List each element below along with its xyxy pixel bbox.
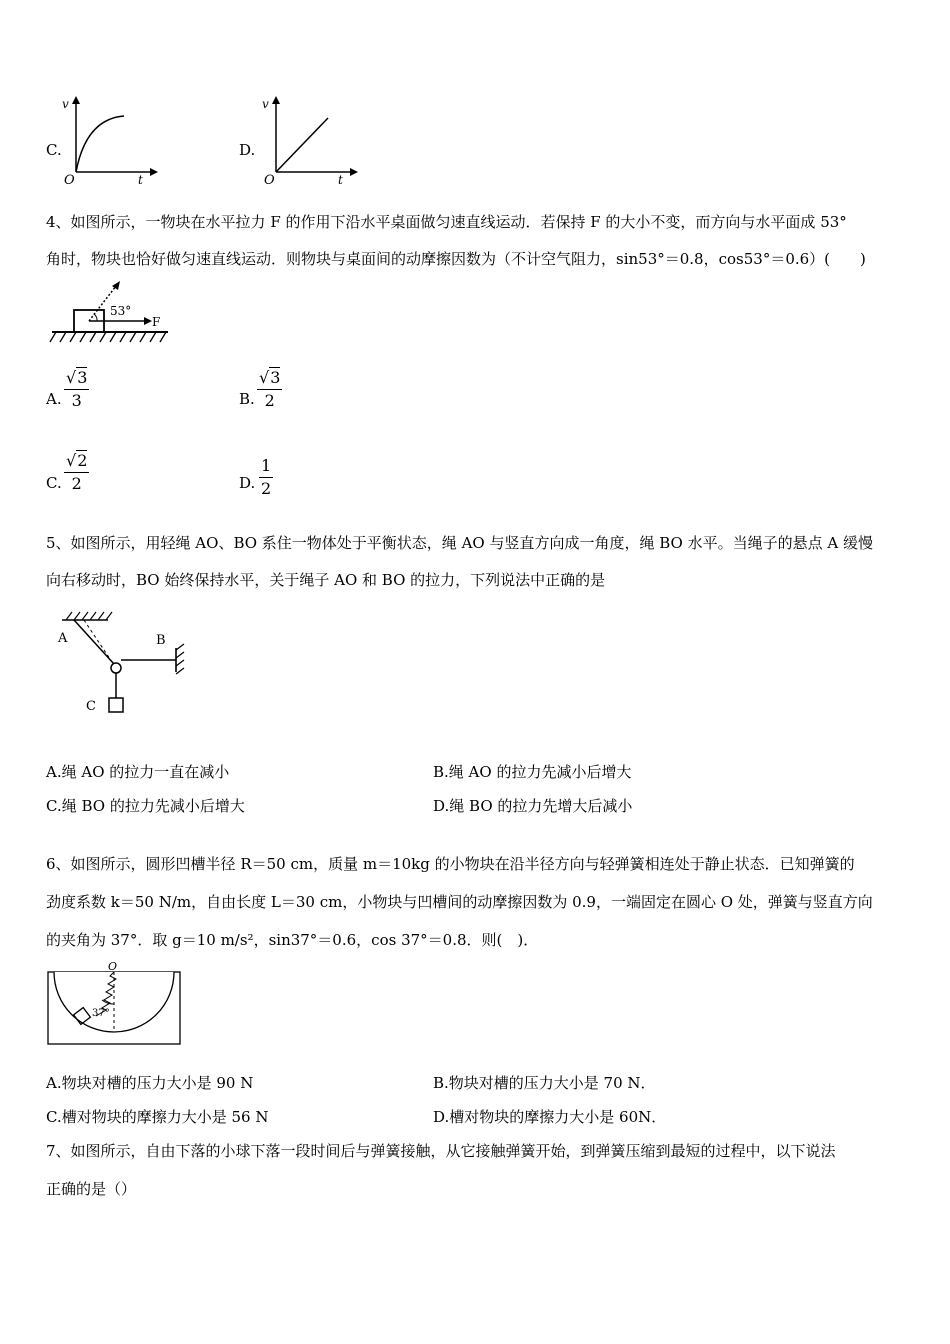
q6-text-line1: 6、如图所示，圆形凹槽半径 R＝50 cm，质量 m＝10kg 的小物块在沿半径方向与轻弹簧相连处于静止状态．已知弹簧的: [46, 855, 855, 873]
q6-option-a: A.物块对槽的压力大小是 90 N: [46, 1074, 254, 1092]
q5-fig-c: C: [86, 699, 96, 714]
q6-fig-o: O: [108, 960, 118, 973]
q5-option-c: C.绳 BO 的拉力先减小后增大: [46, 797, 245, 815]
q6-fig-angle: 37°: [92, 1008, 110, 1019]
q4-option-c-label: C.: [46, 474, 62, 492]
q3-graph-c: [58, 94, 158, 186]
q3-d-axis-v: v: [262, 97, 269, 111]
q4-b-num: 3: [270, 368, 281, 387]
q7-text-line2: 正确的是（）: [46, 1180, 137, 1198]
q3-graph-d: [258, 94, 358, 186]
q5-figure: [52, 608, 192, 720]
q6-text-line2: 劲度系数 k＝50 N/m，自由长度 L＝30 cm，小物块与凹槽间的动摩擦因数为 0.9，一端固定在圆心 O 处，弹簧与竖直方向: [46, 893, 873, 911]
q4-option-d-label: D.: [239, 474, 256, 492]
q5-text-line2: 向右移动时，BO 始终保持水平，关于绳子 AO 和 BO 的拉力，下列说法中正确的是: [46, 571, 606, 589]
q6-option-c: C.槽对物块的摩擦力大小是 56 N: [46, 1108, 269, 1126]
q3-c-origin: O: [64, 173, 75, 186]
q4-a-den: 3: [71, 391, 82, 410]
q4-d-den: 2: [261, 479, 272, 498]
q5-rope-ao: [74, 620, 114, 664]
q4-option-c-fraction: $\frac{√2}{2}$: [66, 451, 88, 493]
q6-option-b: B.物块对槽的压力大小是 70 N．: [433, 1074, 656, 1092]
q3-line-d: [276, 118, 328, 172]
q4-option-a-fraction: $\frac{√3}{3}$: [66, 368, 88, 410]
q3-d-origin: O: [264, 173, 275, 186]
q5-option-a: A.绳 AO 的拉力一直在减小: [46, 763, 230, 781]
q4-fig-force: F: [152, 315, 161, 329]
q3-option-c-label: C.: [46, 141, 62, 159]
q4-text-line2: 角时，物块也恰好做匀速直线运动．则物块与桌面间的动摩擦因数为（不计空气阻力，sin53°＝0.8，cos53°＝0.6）( ): [46, 250, 866, 268]
q4-option-b-fraction: $\frac{√3}{2}$: [259, 368, 281, 410]
q5-fig-b: B: [156, 633, 166, 648]
q4-option-a-label: A.: [46, 390, 62, 408]
q4-fig-angle: 53°: [110, 304, 132, 318]
q4-c-den: 2: [71, 474, 82, 493]
q4-c-num: 2: [77, 451, 88, 470]
q4-option-d-fraction: [259, 455, 273, 500]
q3-curve-c: [76, 116, 124, 172]
q5-fig-a: A: [58, 631, 68, 646]
q3-d-axis-t: t: [338, 173, 343, 186]
q6-figure: [46, 958, 186, 1050]
q4-figure: [48, 280, 172, 348]
q7-text-line1: 7、如图所示，自由下落的小球下落一段时间后与弹簧接触，从它接触弹簧开始，到弹簧压缩到最短的过程中，以下说法: [46, 1142, 836, 1160]
q6-text-line3: 的夹角为 37°．取 g＝10 m/s²，sin37°＝0.6，cos 37°＝0.8．则( )．: [46, 931, 539, 949]
q4-b-den: 2: [264, 391, 275, 410]
q3-c-axis-t: t: [138, 173, 143, 186]
q4-option-b-label: B.: [239, 390, 255, 408]
q5-option-b: B.绳 AO 的拉力先减小后增大: [433, 763, 632, 781]
q4-text-line1: 4、如图所示，一物块在水平拉力 F 的作用下沿水平桌面做匀速直线运动．若保持 F 的大小不变，而方向与水平面成 53°: [46, 213, 847, 231]
q4-a-num: 3: [77, 368, 88, 387]
q5-weight-box: [109, 698, 123, 712]
q3-c-axis-v: v: [62, 97, 69, 111]
q5-option-d: D.绳 BO 的拉力先增大后减小: [433, 797, 633, 815]
q3-option-d-label: D.: [239, 141, 256, 159]
q5-text-line1: 5、如图所示，用轻绳 AO、BO 系住一物体处于平衡状态，绳 AO 与竖直方向成一角度，绳 BO 水平。当绳子的悬点 A 缓慢: [46, 534, 873, 552]
q5-knot-o: [111, 663, 121, 673]
q6-option-d: D.槽对物块的摩擦力大小是 60N．: [433, 1108, 667, 1126]
q4-d-num: 1: [259, 455, 273, 478]
